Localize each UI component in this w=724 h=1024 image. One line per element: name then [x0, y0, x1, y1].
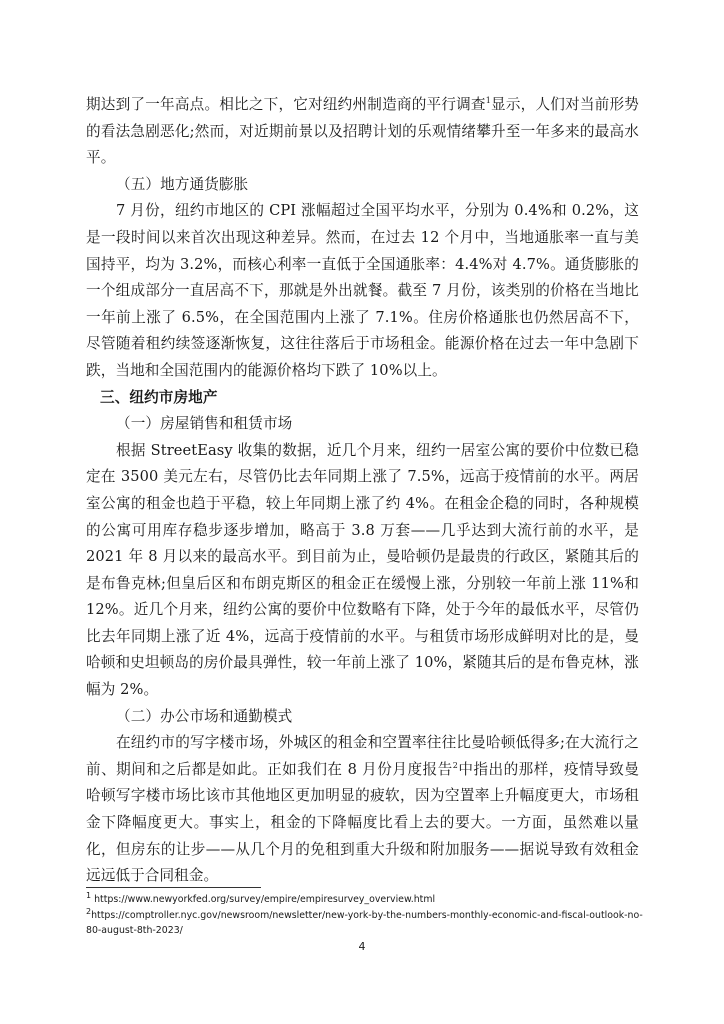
- footnote-number: 2: [86, 906, 92, 916]
- footnotes: [86, 892, 646, 939]
- footnote-link[interactable]: https://www.newyorkfed.org/survey/empire/empiresurvey_overview.html: [91, 894, 436, 905]
- paragraph-continued: [86, 92, 639, 172]
- paragraph-text: 期达到了一年高点。相比之下，它对纽约州制造商的平行调查: [86, 96, 486, 113]
- subsection-title-office-market: （二）办公市场和通勤模式: [116, 707, 293, 725]
- paragraph-text: 中指出的那样，疫情导致曼哈顿写字楼市场比该市其他地区更加明显的疲软，因为空置率上升幅度更大，市场租金下降幅度更大。事实上，租金的下降幅度比看上去的要大。一方面，虽然难以量化，但房东的让步——从几个月的免租到重大升级和附加服务——据说导致有效租金远远低于合同租金。: [86, 760, 639, 885]
- footnote-divider: [86, 887, 261, 888]
- paragraph-text: 显示，人们对当前形势的看法急剧恶化;然而，对近期前景以及招聘计划的乐观情绪攀升至一年多来的最高水平。: [86, 96, 639, 167]
- section-title-nyc-real-estate: 三、纽约市房地产: [100, 388, 218, 406]
- paragraph-housing-market: 根据 StreetEasy 收集的数据，近几个月来，纽约一居室公寓的要价中位数已稳定在 3500 美元左右，尽管仍比去年同期上涨了 7.5%，远高于疫情前的水平。两居室公寓的租金也趋于平稳，较上年同期上涨了约 4%。在租金企稳的同时，各种规模的公寓可用库存稳步逐步增加，略高于 3.8 万套——几乎达到大流行前的水平，是 2021 年 8 月以来的最高水平。到目前为止，曼哈顿仍是最贵的行政区，紧随其后的是布鲁克林;但皇后区和布朗克斯区的租金正在缓慢上涨，分别较一年前上涨 11%和 12%。近几个月来，纽约公寓的要价中位数略有下降，处于今年的最低水平，尽管仍比去年同期上涨了近 4%，远高于疫情前的水平。与租赁市场形成鲜明对比的是，曼哈顿和史坦顿岛的房价最具弹性，较一年前上涨了 10%，紧随其后的是布鲁克林，涨幅为 2%。: [86, 441, 639, 699]
- footnote-item[interactable]: [86, 908, 646, 939]
- paragraph-text: 在纽约市的写字楼市场，外城区的租金和空置率往往比曼哈顿低得多;在大流行之前、期间和之后都是如此。正如我们在 8 月份月度报告: [86, 734, 639, 778]
- subsection-title-housing-market: （一）房屋销售和租赁市场: [116, 415, 293, 433]
- footnote-ref[interactable]: 2: [452, 760, 458, 770]
- subsection-title-local-inflation: （五）地方通货膨胀: [116, 175, 249, 193]
- footnote-number: 1: [86, 890, 92, 900]
- page-number: 4: [358, 940, 366, 953]
- footnote-ref[interactable]: 1: [485, 96, 491, 106]
- paragraph-local-inflation: 7 月份，纽约市地区的 CPI 涨幅超过全国平均水平，分别为 0.4%和 0.2%，这是一段时间以来首次出现这种差异。然而，在过去 12 个月中，当地通胀率一直与美国持平，均为 3.2%，而核心利率一直低于全国通胀率：4.4%对 4.7%。通货膨胀的一个组成部分一直居高不下，那就是外出就餐。截至 7 月份，该类别的价格在当地比一年前上涨了 6.5%，在全国范围内上涨了 7.1%。住房价格通胀也仍然居高不下，尽管随着租约续签逐渐恢复，这往往落后于市场租金。能源价格在过去一年中急剧下跌，当地和全国范围内的能源价格均下跌了 10%以上。: [86, 202, 639, 379]
- body-text: [86, 92, 639, 890]
- paragraph-office-market: [86, 730, 639, 890]
- footnote-link[interactable]: https://comptroller.nyc.gov/newsroom/newsletter/new-york-by-the-numbers-monthly-economic-and-fiscal-outlook-no-80-august-8th-2023/: [86, 909, 643, 936]
- footnote-item[interactable]: [86, 892, 646, 908]
